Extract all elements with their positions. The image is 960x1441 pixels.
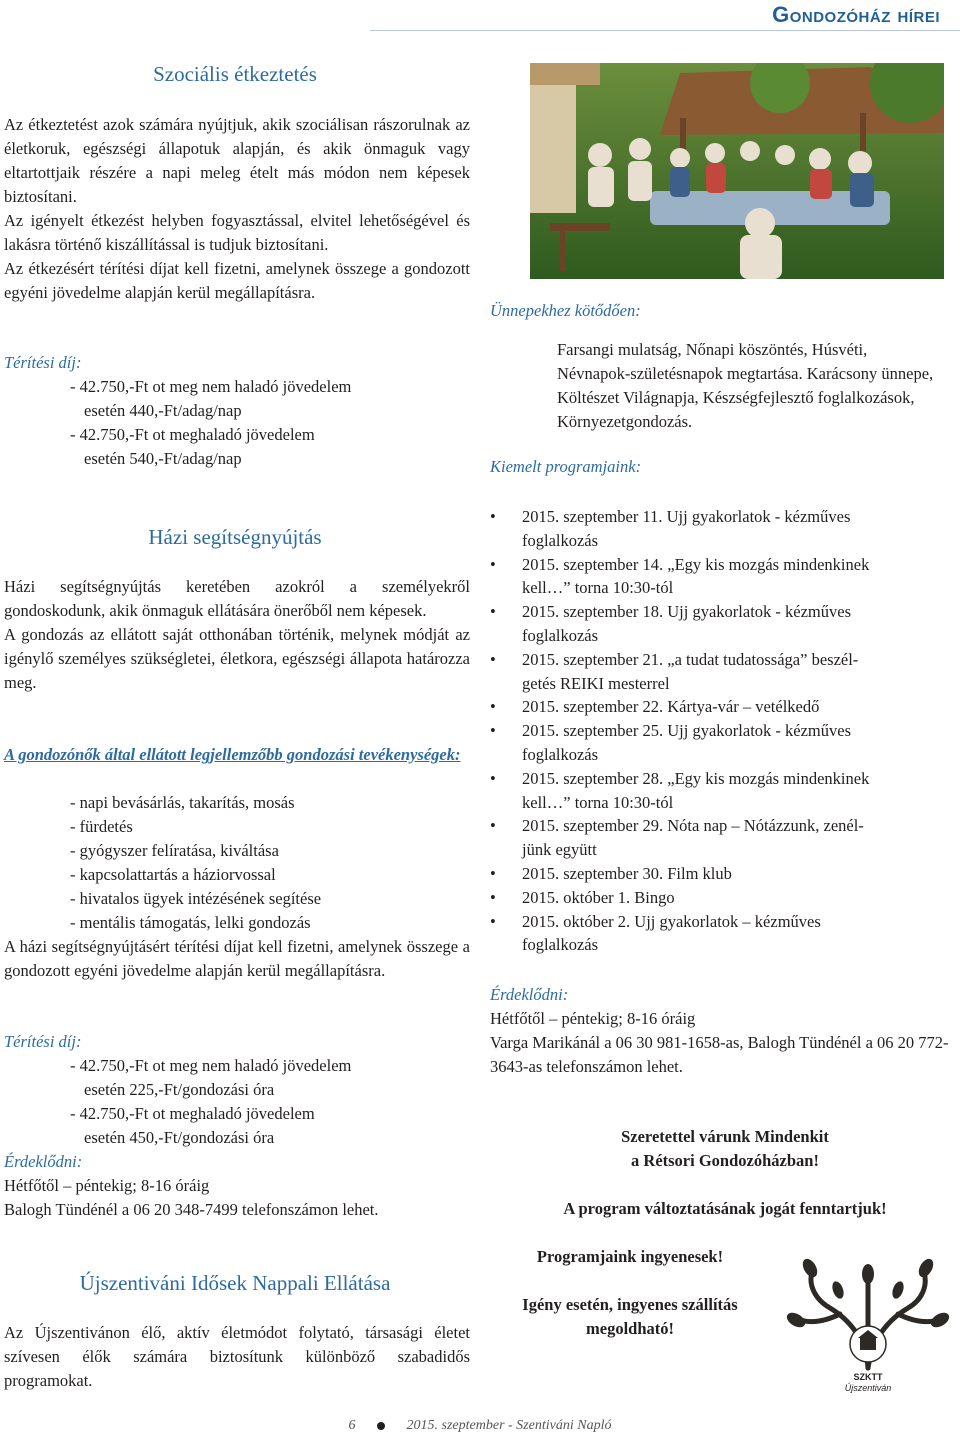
homecare-paragraph: Házi segítségnyújtás keretében azokról a személyekről gondoskodunk, akik önmaguk ellátására önerőből nem képesek. bbox=[4, 577, 470, 620]
program-line: 2015. szeptember 29. Nóta nap – Nótázzunk, zenél- bbox=[522, 816, 864, 836]
program-line: 2015. október 1. Bingo bbox=[522, 887, 675, 907]
meals-paragraph: Az igényelt étkezést helyben fogyasztással, elvitel lehetőségével és lakásra történő kiszállítással is tudjuk biztosítani. bbox=[4, 211, 470, 254]
holidays-label: Ünnepekhez kötődően: bbox=[490, 301, 641, 320]
welcome-line: a Rétsori Gondozóházban! bbox=[631, 1151, 819, 1170]
activity-item: - hivatalos ügyek intézésének segítése bbox=[70, 889, 322, 908]
list-item bbox=[490, 600, 950, 648]
contact-label: Érdeklődni: bbox=[4, 1152, 83, 1171]
program-line: foglalkozás bbox=[522, 935, 599, 955]
fee-line: esetén 450,-Ft/gondozási óra bbox=[84, 1128, 275, 1147]
program-line: foglalkozás bbox=[522, 530, 599, 550]
meals-fees bbox=[4, 351, 470, 471]
reserve-text: A program változtatásának jogát fenntartjuk! bbox=[563, 1199, 887, 1218]
page-header bbox=[370, 0, 960, 31]
program-line: 2015. szeptember 22. Kártya-vár – vetélkedő bbox=[522, 697, 820, 717]
fee-label: Térítési díj: bbox=[4, 353, 82, 372]
program-line: 2015. szeptember 25. Ujj gyakorlatok - kézműves bbox=[522, 721, 851, 741]
fee-line: - 42.750,-Ft ot meghaladó jövedelem bbox=[70, 425, 315, 444]
program-line: 2015. szeptember 30. Film klub bbox=[522, 863, 732, 883]
program-line: 2015. szeptember 18. Ujj gyakorlatok - kézműves bbox=[522, 602, 851, 622]
program-line: 2015. szeptember 14. „Egy kis mozgás mindenkinek bbox=[522, 554, 870, 574]
program-line: 2015. október 2. Ujj gyakorlatok – kézműves bbox=[522, 911, 821, 931]
program-line: 2015. szeptember 11. Ujj gyakorlatok - kézműves bbox=[522, 507, 851, 526]
list-item bbox=[490, 886, 950, 910]
program-line: getés REIKI mesterrel bbox=[522, 673, 670, 693]
homecare-fee-text: A házi segítségnyújtásért térítési díjat kell fizetni, amelynek összege a gondozott egyéni jövedelme alapján kerül megállapításra. bbox=[4, 937, 470, 980]
list-item bbox=[490, 910, 950, 958]
meals-paragraph: Az étkezésért térítési díjat kell fizetni, amelynek összege a gondozott egyéni jövedelme alapján kerül megállapításra. bbox=[4, 259, 470, 302]
homecare-paragraph: A gondozás az ellátott saját otthonában történik, melynek módját az igénylő személyes szükségletei, életkora, egészségi állapota határozza meg. bbox=[4, 625, 470, 692]
photo-icon bbox=[530, 63, 944, 279]
photo-outdoor-gathering bbox=[530, 63, 944, 279]
activities-list bbox=[4, 791, 470, 935]
list-item bbox=[490, 505, 950, 553]
meals-text bbox=[4, 113, 470, 305]
contact-line: Hétfőtől – péntekig; 8-16 óráig bbox=[4, 1176, 210, 1195]
page-footer bbox=[0, 1418, 960, 1434]
right-contact bbox=[490, 983, 960, 1079]
homecare-text bbox=[4, 575, 470, 695]
program-line: foglalkozás bbox=[522, 625, 599, 645]
free-text: Programjaink ingyenesek! bbox=[536, 1247, 724, 1266]
section-title-homecare: Házi segítségnyújtás bbox=[148, 525, 322, 549]
program-line: 2015. szeptember 21. „a tudat tudatossága” beszél- bbox=[522, 649, 859, 669]
logo-text-line: Újszentiván bbox=[844, 1383, 892, 1393]
fee-line: esetén 225,-Ft/gondozási óra bbox=[84, 1080, 275, 1099]
programs-label: Kiemelt programjaink: bbox=[490, 457, 642, 476]
contact-line: Varga Marikánál a 06 30 981-1658-as, Balogh Tündénél a 06 20 772-3643-as telefonszámon lehet. bbox=[490, 1033, 949, 1076]
logo-text bbox=[780, 1372, 956, 1394]
fee-line: - 42.750,-Ft ot meg nem haladó jövedelem bbox=[70, 1056, 352, 1075]
activity-item: - napi bevásárlás, takarítás, mosás bbox=[70, 793, 295, 812]
program-line: kell…” torna 10:30-tól bbox=[522, 578, 674, 598]
page-number: 6 bbox=[348, 1418, 356, 1433]
transport-line: Igény esetén, ingyenes szállítás bbox=[522, 1295, 738, 1314]
list-item bbox=[490, 695, 950, 719]
bullet-icon bbox=[377, 1422, 385, 1430]
logo bbox=[780, 1250, 956, 1412]
contact-line: Balogh Tündénél a 06 20 348-7499 telefonszámon lehet. bbox=[4, 1200, 379, 1219]
list-item bbox=[490, 553, 950, 601]
logo-text-line: SZKTT bbox=[853, 1372, 883, 1382]
fee-label: Térítési díj: bbox=[4, 1032, 82, 1051]
activity-item: - gyógyszer felíratása, kiváltása bbox=[70, 841, 279, 860]
list-item bbox=[490, 648, 950, 696]
contact-line: Hétfőtől – péntekig; 8-16 óráig bbox=[490, 1009, 696, 1028]
program-line: kell…” torna 10:30-tól bbox=[522, 792, 674, 812]
holidays-text: Farsangi mulatság, Nőnapi köszöntés, Húsvéti, Névnapok-születésnapok megtartása. Karácsony ünnepe, Költészet Világnapja, Készségfejlesztő foglalkozások, Környezetgondozás. bbox=[557, 340, 934, 431]
activity-item: - fürdetés bbox=[70, 817, 133, 836]
transport-text bbox=[490, 1293, 770, 1341]
program-line: foglalkozás bbox=[522, 744, 599, 764]
list-item bbox=[490, 719, 950, 767]
list-item bbox=[490, 814, 950, 862]
activity-item: - kapcsolattartás a háziorvossal bbox=[70, 865, 276, 884]
fee-line: esetén 540,-Ft/adag/nap bbox=[84, 449, 242, 468]
welcome-text bbox=[490, 1125, 960, 1173]
section-title-daycare: Újszentiváni Idősek Nappali Ellátása bbox=[79, 1271, 391, 1295]
issue-title: 2015. szeptember - Szentiváni Napló bbox=[406, 1418, 612, 1433]
welcome-line: Szeretettel várunk Mindenkit bbox=[621, 1127, 829, 1146]
fee-line: - 42.750,-Ft ot meghaladó jövedelem bbox=[70, 1104, 315, 1123]
meals-paragraph: Az étkeztetést azok számára nyújtjuk, akik szociálisan rászorulnak az életkoruk, egészségi állapotuk alapján, és akik önmaguk vagy eltartottjaik részére a napi meleg ételt más módon nem képesek biztosítani. bbox=[4, 115, 470, 206]
fee-line: esetén 440,-Ft/adag/nap bbox=[84, 401, 242, 420]
header-title: Gondozóház hírei bbox=[772, 2, 940, 27]
section-title-meals: Szociális étkeztetés bbox=[153, 62, 317, 86]
activities-heading: A gondozónők által ellátott legjellemzőbb gondozási tevékenységek: bbox=[4, 745, 461, 764]
list-item bbox=[490, 767, 950, 815]
program-line: jünk együtt bbox=[522, 840, 597, 860]
list-item bbox=[490, 862, 950, 886]
transport-line: megoldható! bbox=[586, 1319, 674, 1338]
contact-label: Érdeklődni: bbox=[490, 985, 569, 1004]
programs-list bbox=[490, 505, 950, 957]
fee-line: - 42.750,-Ft ot meg nem haladó jövedelem bbox=[70, 377, 352, 396]
activity-item: - mentális támogatás, lelki gondozás bbox=[70, 913, 311, 932]
homecare-fees bbox=[4, 1030, 470, 1222]
daycare-text: Az Újszentivánon élő, aktív életmódot folytató, társasági életet szívesen élők számára biztosítunk különböző szabadidős programokat. bbox=[4, 1323, 470, 1390]
program-line: 2015. szeptember 28. „Egy kis mozgás mindenkinek bbox=[522, 768, 870, 788]
